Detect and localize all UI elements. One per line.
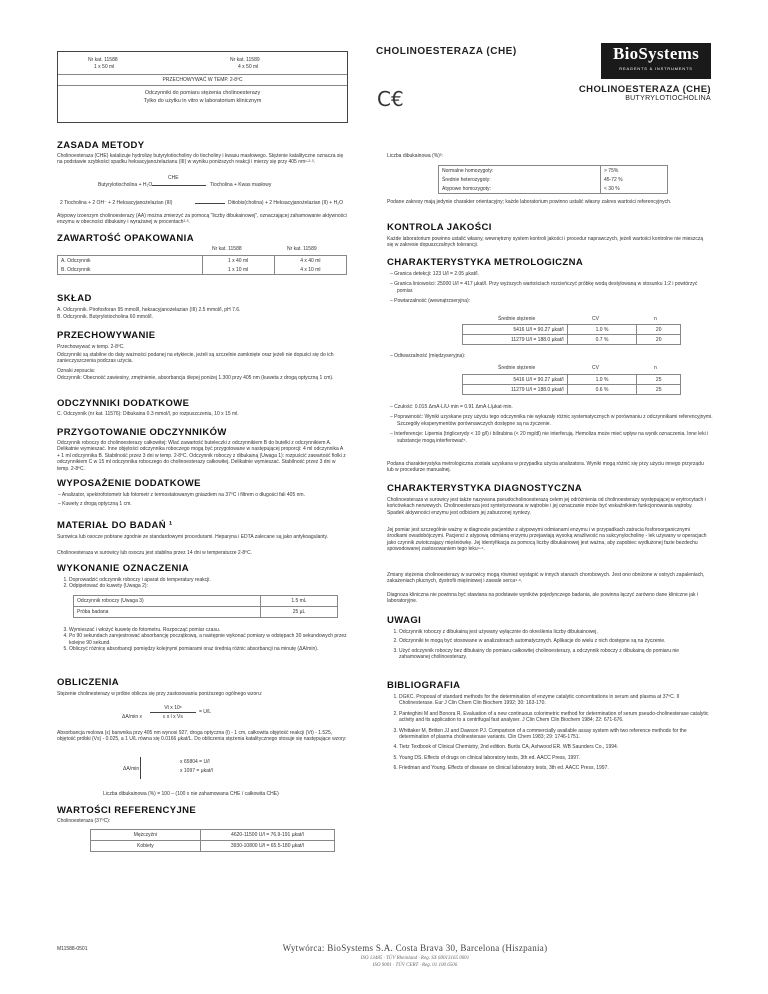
section-heading-bibliografia: BIBLIOGRAFIA — [387, 680, 461, 691]
metro-list-repro — [389, 353, 715, 359]
bibliografia-list — [387, 694, 709, 772]
section-heading-obliczenia: OBLICZENIA — [57, 677, 120, 688]
zawartosc-col1: Nr kat. 11588 — [212, 246, 242, 252]
list-item: 4. Tietz Textbook of Clinical Chemistry, 2nd edition. Burtis CA, Ashwood ER. WB Saunders Co., 1994. — [399, 744, 709, 750]
factor-label: ΔA/min — [123, 766, 140, 772]
table-row — [74, 596, 338, 607]
list-item: – Granica detekcji: 123 U/l = 2.05 µkat/l. — [397, 271, 715, 277]
table-cell: Odczynnik roboczy (Uwaga 3) — [74, 596, 261, 607]
table-row — [463, 385, 681, 395]
dibukaine-formula: Liczba dibukainowa (%) = 100 – (100 x nie zahamowana CHE / całkowita CHE) — [103, 791, 279, 797]
table-cell: Średnie heterozygoty: — [439, 175, 601, 184]
kit2-volume: 4 x 50 ml — [238, 64, 259, 70]
wykonanie-steps-2 — [57, 627, 349, 653]
divider — [58, 85, 347, 86]
table-row — [463, 325, 681, 335]
list-item: 1. Doprowadzić odczynnik roboczy i aparat do temperatury reakcji. — [69, 577, 349, 583]
table-cell: 3930-10800 U/l = 65.5-180 µkat/l — [200, 841, 334, 852]
reagents-line2: Tylko do użytku in vitro w laboratorium klinicznym — [143, 98, 262, 104]
table-row — [439, 175, 668, 184]
table-cell: 4 x 10 ml — [274, 265, 346, 275]
przygotowanie-text: Odczynnik roboczy do cholinoesterazy całkowitej: Wlać zawartość buteleczki z odczynnikiem B do butelki z odczynnikiem A. Delikatnie wymieszać. Inne objętości odczynnika roboczego mogą być przygotowane w następującej proporcji: 4 ml odczynnika A + 1 ml odczynnika B. Stabilność przez 3 dni w temp. 2-8ºC. Odczynnik roboczy z dibukainą (Uwaga 1): rozpuścić zawartość fiolki z odczynnikiem C w 15 ml odczynnika roboczego do cholinoesterazy całkowitej. Delikatnie wymieszać. Stabilność przez 3 dni w temp. 2-8ºC. — [57, 440, 346, 472]
zawartosc-col2: Nr kat. 11589 — [287, 246, 317, 252]
sklad-b: B. Odczynnik. Butyrylotiocholina 60 mmol/l. — [57, 314, 153, 320]
main-title: CHOLINOESTERAZA (CHE) — [578, 84, 711, 95]
obliczenia-text-2: Absorbancja molowa (ε) barwnika przy 405 nm wynosi 927, droga optyczna (l) - 1 cm, całkowita objętość reakcji (Vt) - 1.525, objętość próbki (Vs) - 0.025, a 1 U/L równa się 0.0166 µkat/L. Do obliczenia stężenia katalitycznego stosuje się następujące wzory: — [57, 730, 347, 743]
list-item: – Granica liniowości: 25000 U/l = 417 µkat/l. Przy wyższych wartościach rozcieńczyć próbkę wodą destylowaną w stosunku 1:2 i powtórzyć pomiar. — [397, 281, 715, 294]
fraction-bar — [150, 712, 196, 713]
brace-line — [140, 757, 141, 779]
table-row — [463, 375, 681, 385]
list-item: – Kuwety z drogą optyczną 1 cm. — [65, 501, 347, 507]
wyposazenie-list — [57, 492, 347, 508]
eq1-left: Butyrylotiocholina + H₂O — [98, 182, 153, 188]
list-item: 5. Obliczyć różnicę absorbancji pomiędzy kolejnymi pomiarami oraz średnią różnic absorbancji na minutę (ΔA/min). — [69, 646, 349, 652]
table-cell: B. Odczynnik — [58, 265, 203, 275]
zasada-text: Cholinoesteraza (CHE) katalizuje hydrolizę butyrylotiocholiny do tiocholiny i kwasu masłowego. Stężenie katalityczne oznacza się na podstawie szybkości spadku heksacyjanożelazianu (III) w wyniku poniższych reakcji i mierzy się przy 405 nm¹·²·³. — [57, 153, 344, 166]
table-cell: 4 x 40 ml — [274, 256, 346, 266]
przech-text-1: Przechowywać w temp. 2-8ºC. — [57, 344, 125, 350]
dibucaine-note: Podane zakresy mają jedynie charakter orientacyjny; każde laboratorium powinno ustalić własny zakres wartości referencyjnych. — [387, 199, 672, 205]
table-cell: > 75% — [601, 166, 668, 176]
diag-text-4: Diagnoza kliniczna nie powinna być stawiana na podstawie wyników pojedynczego badania, ale powinna łączyć zarówno dane kliniczne jak i laboratoryjne. — [387, 592, 699, 605]
table-cell: 5416 U/l = 90.27 µkat/l — [463, 325, 568, 335]
arrow-icon — [152, 185, 206, 186]
repeat-col-head-2: CV — [592, 316, 599, 322]
material-text-1: Surowica lub osocze pobrane zgodnie ze standardowymi procedurami. Heparyna i EDTA zalecane są jako antykoagulanty. — [57, 534, 329, 540]
list-item: 2. Odczynniki te mogą być stosowane w analizatorach automatycznych. Aplikacje do wielu z nich dostępne są na życzenie. — [399, 638, 709, 644]
section-heading-wykonanie: WYKONANIE OZNACZENIA — [57, 563, 190, 574]
wykonanie-table — [73, 595, 338, 618]
przech-text-4: Odczynnik: Obecność zawiesiny, zmętnienie, absorbancja ślepej poniżej 1.300 przy 405 nm (kuweta z drogą optyczną 1 cm). — [57, 375, 334, 381]
arrow-icon — [195, 203, 225, 204]
list-item: 1. Odczynnik roboczy z dibukainą jest używany wyłącznie do określenia liczby dibukainowej. — [399, 629, 709, 635]
wykonanie-steps — [57, 577, 349, 590]
section-heading-wyposazenie: WYPOSAŻENIE DODATKOWE — [57, 478, 201, 489]
table-row — [91, 841, 335, 852]
table-row — [439, 166, 668, 176]
diag-text-1: Cholinoesteraza w surowicy jest także nazywana pseudocholinoesterazą celem jej odróżnienia od cholinoesterazy występującej w erytrocytach i końcówkach nerwowych. Cholinoesteraza jest syntetyzowana w wątrobie i jej oznaczanie może być wskaźnikiem funkcjonowania wątroby. Spadek aktywności enzymu jest odbiciem jej zaburzonej syntezy. — [387, 497, 706, 516]
repro-col-head-3: n — [654, 365, 657, 371]
section-heading-sklad: SKŁAD — [57, 293, 92, 304]
zawartosc-table — [57, 255, 347, 275]
table-row — [439, 184, 668, 194]
referencyjne-text: Cholinoesteraza (37ºC): — [57, 818, 111, 824]
table-cell: 25 — [637, 375, 681, 385]
uwagi-list — [387, 629, 709, 661]
section-heading-diagnostyczna: CHARAKTERYSTYKA DIAGNOSTYCZNA — [387, 483, 583, 494]
formula-numerator: Vt x 10⁶ — [164, 705, 182, 711]
formula-lhs: ΔA/min x — [122, 714, 143, 720]
table-cell: Kobiety — [91, 841, 201, 852]
repro-col-head-2: CV — [592, 365, 599, 371]
metro-list-1 — [389, 271, 715, 305]
list-item: – Odtwarzalność (międzyseryjna): — [397, 353, 715, 359]
table-cell: 20 — [637, 335, 681, 345]
list-item: 6. Friedman and Young. Effects of disease on clinical laboratory tests, 3th ed. AACC Press, 1997. — [399, 765, 709, 771]
list-item: 4. Po 90 sekundach zarejestrować absorbancję początkową, a następnie wykonać pomiary w odstępach 30 sekundowych przez kolejne 90 sekund. — [69, 633, 349, 646]
list-item: 5. Young DS. Effects of drugs on clinical laboratory tests, 3th ed. AACC Press, 1997. — [399, 755, 709, 761]
table-cell: 0.6 % — [567, 385, 637, 395]
sklad-a: A. Odczynnik. Pirofosforan 95 mmol/l, heksacyjanożelazian (III) 2.5 mmol/l, pH 7.6. — [57, 307, 241, 313]
section-heading-material: MATERIAŁ DO BADAŃ ¹ — [57, 520, 173, 531]
list-item: – Poprawność: Wyniki uzyskane przy użyciu tego odczynnika nie wykazały różnic systematycznych w porównaniu z odczynnikami referencyjnymi. Szczegóły eksperymentów porównawczych dostępne są na życzenie. — [397, 414, 715, 427]
ce-mark-icon: C€ — [377, 87, 404, 111]
section-heading-przygotowanie: PRZYGOTOWANIE ODCZYNNIKÓW — [57, 427, 227, 438]
reproducibility-table — [462, 374, 681, 395]
footer-cert-1: ISO 13485 · TÜV Rheinland · Reg. SX 60013165 0001 — [360, 956, 470, 961]
table-cell: 0.7 % — [567, 335, 637, 345]
list-item: – Analizator, spektrofotometr lub fotometr z termostatowanym gniazdem na 37ºC i filtrem o długości fali 405 nm. — [65, 492, 347, 498]
list-item: – Powtarzalność (wewnątrzseryjna): — [397, 298, 715, 304]
table-row — [91, 830, 335, 841]
table-cell: A. Odczynnik — [58, 256, 203, 266]
brand-subtitle: REAGENTS & INSTRUMENTS — [619, 66, 693, 71]
przech-text-3: Oznaki zepsucia: — [57, 368, 96, 374]
table-cell: 5416 U/l = 90.27 µkat/l — [463, 375, 568, 385]
table-cell: 11279 U/l = 188.0 µkat/l — [463, 385, 568, 395]
brand-name: BioSystems — [612, 44, 700, 63]
section-heading-referencyjne: WARTOŚCI REFERENCYJNE — [57, 805, 197, 816]
diag-text-3: Zmiany stężenia cholinoesterazy w surowicy mogą również wystąpić w innych stanach chorobowych. Jest ono obniżone w ostrych zapaleniach, zakażeniach płucnych, dystrofii mięśniowej i zawale serca⁴·⁶. — [387, 572, 705, 585]
table-cell: 11279 U/l = 188.0 µkat/l — [463, 335, 568, 345]
table-cell: 1 x 10 ml — [202, 265, 274, 275]
list-item: 1. DGKC. Proposal of standard methods for the determination of enzyme catalytic concentrations in serum and plasma at 37ºC. II Cholinesterase. Eur J Clin Chem Clin Biochem 1992; 30: 163-170. — [399, 694, 709, 707]
referencyjne-table — [90, 829, 335, 852]
doc-title-top: CHOLINOESTERAZA (CHE) — [376, 46, 517, 57]
kit-info-box — [57, 51, 348, 123]
repeat-col-head-3: n — [654, 316, 657, 322]
table-row — [74, 607, 338, 618]
repro-col-head-1: Średnie stężenie — [498, 365, 536, 371]
dibucaine-table — [438, 165, 668, 194]
kit2-number: Nr kat. 11589 — [230, 57, 260, 63]
list-item: 2. Panteghini M and Bonora R. Evaluation of a new continuous colorimetric method for determination of serum pseudo-cholinesterase catalytic activity and its application to a centrifugal fast analyser. J Clin Chem Clin Biochem 1984; 22: 671-676. — [399, 711, 709, 724]
material-text-2: Cholinoesteraza w surowicy lub osoczu jest stabilna przez 14 dni w temperaturze 2-8ºC. — [57, 550, 252, 556]
table-cell: 45-72 % — [601, 175, 668, 184]
list-item: – Interferencje: Lipemia (triglicerydy < 10 g/l) i bilirubina (< 20 mg/dl) nie interferują. Hemoliza może mieć wpływ na wynik oznaczenia. Inne leki i substancje mogą interferować⁵. — [397, 431, 715, 444]
storage-note: PRZECHOWYWAĆ W TEMP. 2-8ºC — [162, 77, 243, 83]
section-heading-metrologiczna: CHARAKTERYSTYKA METROLOGICZNA — [387, 257, 584, 268]
list-item: 3. Whittaker M, Britten JJ and Dawson PJ. Comparison of a commercially available assay system with two reference methods for the determination of plasma cholinesterase variants. Clin Chem 1983; 29: 1746-1751. — [399, 728, 709, 741]
reagents-line1: Odczynniki do pomiaru stężenia cholinoesterazy — [144, 90, 261, 96]
eq2-right: Ditiobis(cholina) + 2 Heksacyjanożelazian (II) + H₂O — [228, 200, 344, 206]
footer-producer: Wytwórca: BioSystems S.A. Costa Brava 30, Barcelona (Hiszpania) — [282, 943, 548, 953]
table-row — [58, 256, 347, 266]
section-heading-zasada: ZASADA METODY — [57, 140, 145, 151]
diag-text-2: Jej pomiar jest szczególnie ważny w diagnozie pacjentów z atypowymi odmianami enzymu i w przypadkach zatrucia fosforoorganicznymi środkami owadobójczymi. Pacjenci z atypową odmianą enzymu przejawiają wysoką wrażliwość na sukcynylocholinę - lek używany w operacjach jako czynnik zwiotczający mięśniówkę. Jej identyfikacja za pomocą liczby dibukainowej jest ważna, aby zapobiec wydłużonej fazie bezdechu spowodowanej zastosowaniem tego leku⁴·⁶. — [387, 527, 707, 553]
section-heading-przechowywanie: PRZECHOWYWANIE — [57, 330, 156, 341]
table-cell: Próba badana — [74, 607, 261, 618]
kit1-number: Nr kat. 11588 — [88, 57, 118, 63]
metro-note: Podana charakterystyka metrologiczna została uzyskana w przypadku użycia analizatora. Wyniki mogą różnić się przy użyciu innego przyrządu lub w procedurze manualnej. — [387, 461, 704, 474]
formula-denominator: ε x l x Vs — [163, 714, 183, 720]
table-cell: 20 — [637, 325, 681, 335]
metro-list-2 — [389, 404, 715, 444]
table-row — [463, 335, 681, 345]
table-cell: Normalne homozygoty: — [439, 166, 601, 176]
eq1-enzyme: CHE — [168, 175, 179, 181]
repeatability-table — [462, 324, 681, 345]
dibucaine-number-label: Liczba dibukainowa (%)³: — [387, 153, 443, 159]
obliczenia-text-1: Stężenie cholinesterazy w próbie oblicza się przy zastosowaniu poniższego ogólnego wzoru: — [57, 691, 263, 697]
table-cell: Atypowe homozygoty: — [439, 184, 601, 194]
table-cell: 25 — [637, 385, 681, 395]
kit1-volume: 1 x 50 ml — [94, 64, 115, 70]
section-heading-kontrola: KONTROLA JAKOŚCI — [387, 222, 492, 233]
table-cell: 1.0 % — [567, 375, 637, 385]
brand-logo — [601, 43, 711, 79]
list-item: 3. Użyć odczynnik roboczy bez dibukainy do pomiaru całkowitej cholinoesterazy, a odczynnik roboczy z dibukainą do pomiaru nie zahamowanej cholinoesterazy. — [399, 648, 709, 661]
eq2-left: 2 Tiocholina + 2 OH⁻ + 2 Heksacyjanożelazian (III) — [60, 200, 173, 206]
list-item: 2. Odpipetować do kuwety (Uwaga 2): — [69, 583, 349, 589]
kontrola-text: Każde laboratorium powinno ustalić własny, wewnętrzny system kontroli jakości i procedur naprawczych, jeżeli wartości kontrolne nie mieszczą się w zakresie dopuszczalnych tolerancji. — [387, 236, 704, 249]
table-cell: 4620-11500 U/l = 76.9-191 µkat/l — [200, 830, 334, 841]
table-cell: 1.0 % — [567, 325, 637, 335]
section-heading-zawartosc: ZAWARTOŚĆ OPAKOWANIA — [57, 233, 194, 244]
eq1-right: Tiocholina + Kwas masłowy — [210, 182, 272, 188]
list-item: 3. Wymieszać i włożyć kuwetę do fotometru. Rozpocząć pomiar czasu. — [69, 627, 349, 633]
factor-ukat: x 1097 = µkat/l — [180, 768, 213, 774]
factor-ul: x 65804 = U/l — [180, 759, 210, 765]
table-cell: < 30 % — [601, 184, 668, 194]
divider — [58, 74, 347, 75]
document-code: M11588-0501 — [57, 946, 88, 952]
dodatkowe-text: C. Odczynnik (nr kat. 11576): Dibukaina 0.3 mmol/l, po rozpuszczeniu, 10 x 15 ml. — [57, 411, 239, 417]
table-cell: 1 x 40 ml — [202, 256, 274, 266]
przech-text-2: Odczynniki są stabilne do daty ważności podanej na etykiecie, jeżeli są szczelnie zamknięte oraz jeżeli nie dopuści się do ich zanieczyszczenia podczas użycia. — [57, 352, 334, 365]
table-cell: 25 µL — [261, 607, 338, 618]
section-heading-dodatkowe: ODCZYNNIKI DODATKOWE — [57, 398, 190, 409]
section-heading-uwagi: UWAGI — [387, 615, 422, 626]
table-row — [58, 265, 347, 275]
subtitle: BUTYRYLOTIOCHOLINA — [625, 95, 711, 102]
table-cell: 1.5 mL — [261, 596, 338, 607]
formula-rhs: = U/L — [199, 709, 212, 715]
list-item: – Czułość: 0.015 ΔmA·L/U·min = 0.91 ΔmA·L/µkat·min. — [397, 404, 715, 410]
repeat-col-head-1: Średnie stężenie — [498, 316, 536, 322]
zasada-text-2: Atypowy izoenzym cholinoesterazy (AA) można zmierzyć za pomocą "liczby dibukainowej", oznaczającej zahamowanie aktywności enzymu w obecności dibukainy i wyrażanej w procentach²·³. — [57, 213, 347, 226]
footer-cert-2: ISO 9001 · TÜV CERT · Reg. 01 100 6506 — [372, 963, 458, 968]
table-cell: Mężczyźni — [91, 830, 201, 841]
